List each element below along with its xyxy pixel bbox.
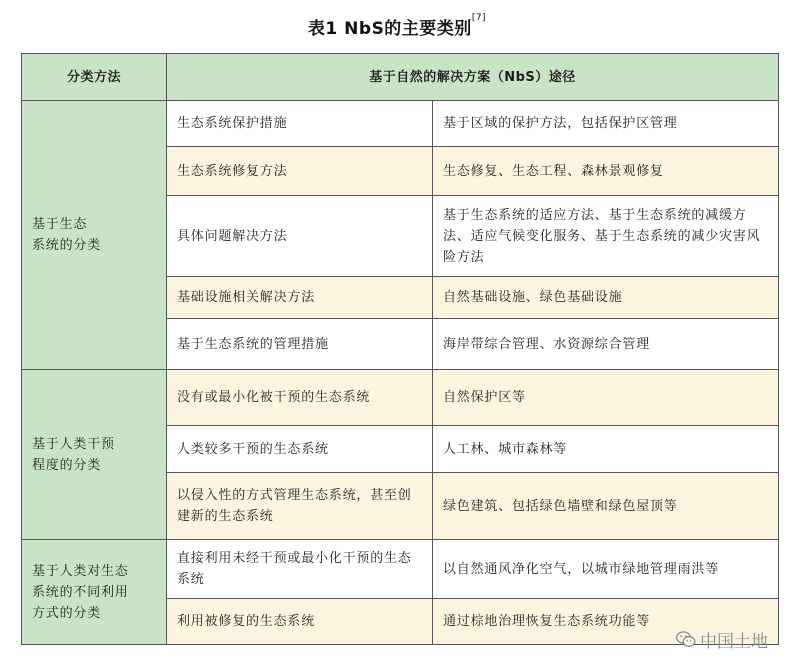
watermark-text: 中国土地 [700, 632, 768, 652]
type-cell: 具体问题解决方法 [167, 196, 433, 277]
table-header-row [22, 54, 779, 101]
approach-cell: 绿色建筑、包括绿色墙壁和绿色屋顶等 [433, 473, 779, 540]
type-cell: 生态系统修复方法 [167, 147, 433, 196]
reference-mark: [7] [471, 13, 487, 23]
category-cell-ecosystem: 基于生态 系统的分类 [22, 101, 167, 370]
approach-cell: 人工林、城市森林等 [433, 426, 779, 473]
table-title-text: 表1 NbS的主要类别 [307, 19, 472, 39]
approach-cell: 以自然通风净化空气，以城市绿地管理雨洪等 [433, 540, 779, 599]
header-nbs-approach: 基于自然的解决方案（NbS）途径 [167, 54, 779, 101]
table-row [22, 370, 779, 426]
approach-cell: 海岸带综合管理、水资源综合管理 [433, 319, 779, 370]
category-cell-human-intervention: 基于人类干预 程度的分类 [22, 370, 167, 540]
type-cell: 利用被修复的生态系统 [167, 599, 433, 645]
type-cell: 生态系统保护措施 [167, 101, 433, 147]
approach-cell: 基于生态系统的适应方法、基于生态系统的减缓方法、适应气候变化服务、基于生态系统的减少灾害风险方法 [433, 196, 779, 277]
table-row [22, 540, 779, 599]
approach-cell: 通过棕地治理恢复生态系统功能等 [433, 599, 779, 645]
approach-cell: 自然基础设施、绿色基础设施 [433, 277, 779, 319]
approach-cell: 自然保护区等 [433, 370, 779, 426]
wechat-icon [676, 631, 696, 653]
watermark [676, 627, 768, 653]
nbs-category-table [21, 53, 779, 645]
approach-cell: 基于区域的保护方法，包括保护区管理 [433, 101, 779, 147]
header-classification-method: 分类方法 [22, 54, 167, 101]
table-row [22, 101, 779, 147]
type-cell: 基于生态系统的管理措施 [167, 319, 433, 370]
type-cell: 人类较多干预的生态系统 [167, 426, 433, 473]
type-cell: 基础设施相关解决方法 [167, 277, 433, 319]
table-title [0, 14, 794, 39]
type-cell: 直接利用未经干预或最小化干预的生态系统 [167, 540, 433, 599]
type-cell: 以侵入性的方式管理生态系统，甚至创建新的生态系统 [167, 473, 433, 540]
type-cell: 没有或最小化被干预的生态系统 [167, 370, 433, 426]
approach-cell: 生态修复、生态工程、森林景观修复 [433, 147, 779, 196]
category-cell-human-use: 基于人类对生态 系统的不同利用 方式的分类 [22, 540, 167, 645]
